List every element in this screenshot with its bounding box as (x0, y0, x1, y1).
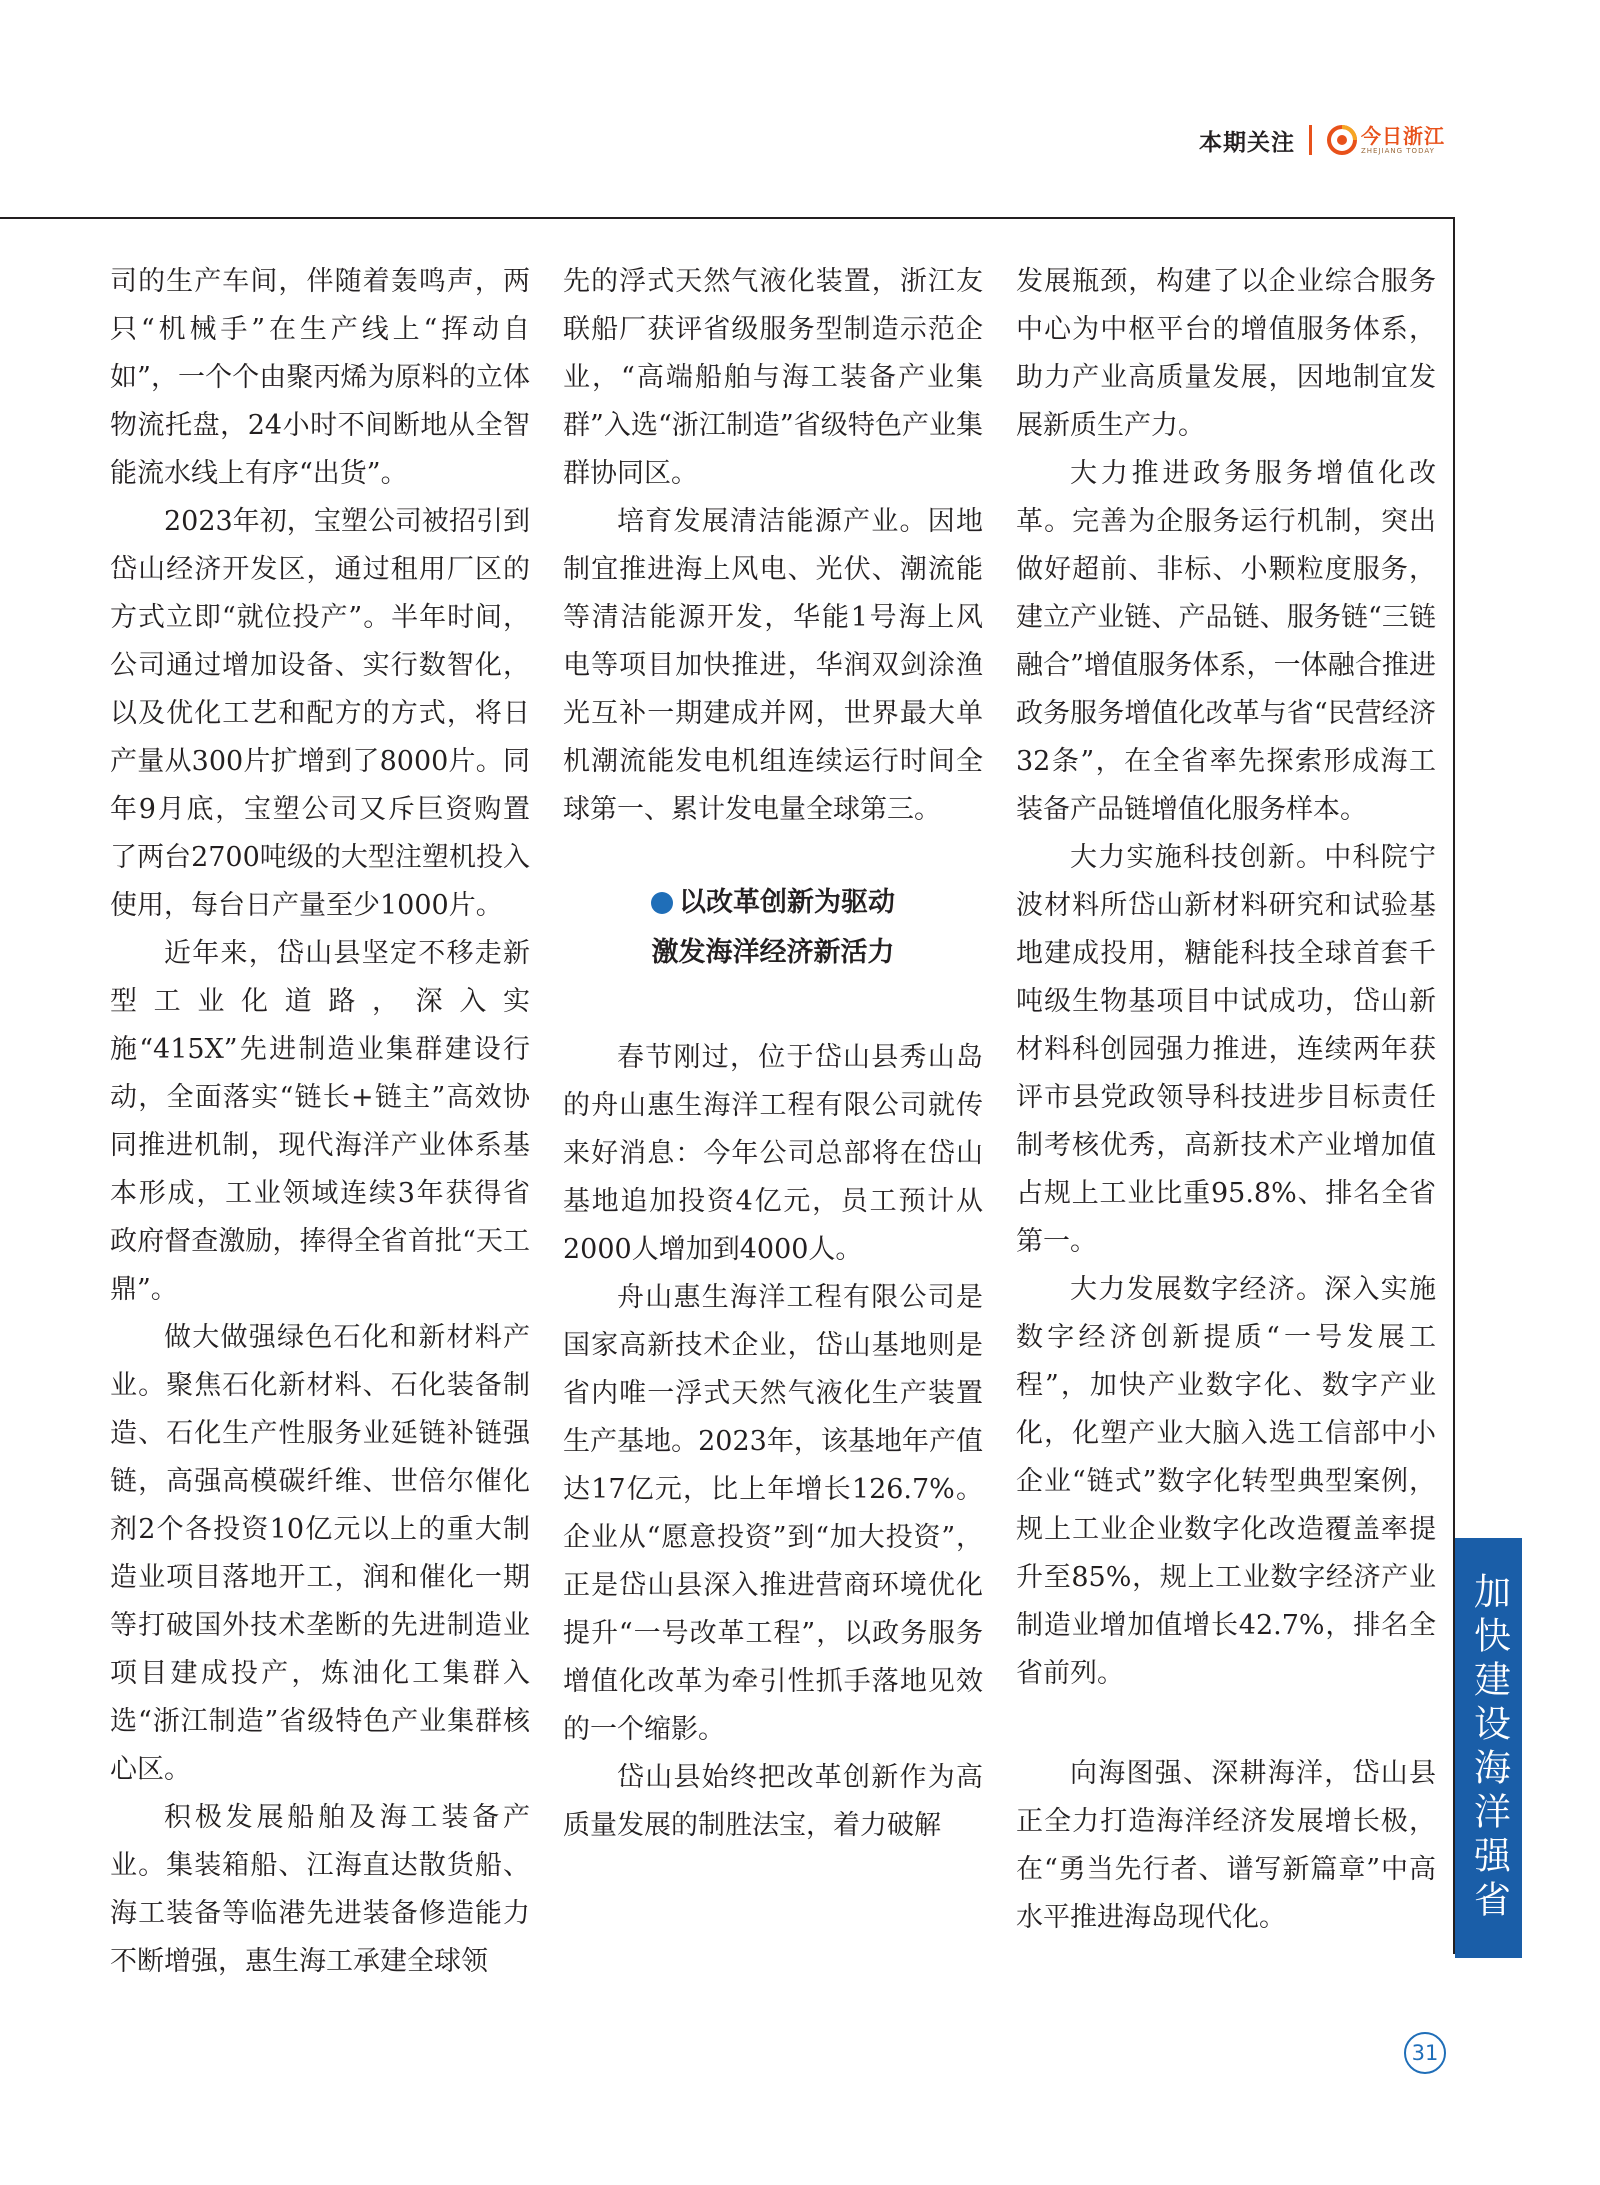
paragraph: 积极发展船舶及海工装备产业。集装箱船、江海直达散货船、海工装备等临港先进装备修造能力不断增强，惠生海工承建全球领 (110, 1802, 530, 1977)
paragraph: 舟山惠生海洋工程有限公司是国家高新技术企业，岱山基地则是省内唯一浮式天然气液化生产装置生产基地。2023年，该基地年产值达17亿元，比上年增长126.7%。企业从“愿意投资”到“加大投资”，正是岱山县深入推进营商环境优化提升“一号改革工程”，以政务服务增值化改革为牵引性抓手落地见效的一个缩影。 (563, 1282, 983, 1745)
logo-swirl-icon (1326, 124, 1358, 156)
paragraph: 春节刚过，位于岱山县秀山岛的舟山惠生海洋工程有限公司就传来好消息：今年公司总部将在岱山基地追加投资4亿元，员工预计从2000人增加到4000人。 (563, 1042, 983, 1265)
paragraph: 先的浮式天然气液化装置，浙江友联船厂获评省级服务型制造示范企业，“高端船舶与海工装备产业集群”入选“浙江制造”省级特色产业集群协同区。 (563, 266, 983, 489)
logo-english-text: ZHEJIANG TODAY (1361, 146, 1435, 155)
paragraph: 培育发展清洁能源产业。因地制宜推进海上风电、光伏、潮流能等清洁能源开发，华能1号海上风电等项目加快推进，华润双剑涂渔光互补一期建成并网，世界最大单机潮流能发电机组连续运行时间全球第一、累计发电量全球第三。 (563, 506, 983, 825)
paragraph: 岱山县始终把改革创新作为高质量发展的制胜法宝，着力破解 (563, 1762, 983, 1841)
section-heading-line-1: 以改革创新为驱动 (679, 887, 895, 918)
paragraph: 近年来，岱山县坚定不移走新型工业化道路，深入实施“415X”先进制造业集群建设行动，全面落实“链长+链主”高效协同推进机制，现代海洋产业体系基本形成，工业领域连续3年获得省政府督查激励，捧得全省首批“天工鼎”。 (110, 938, 530, 1305)
page-number: 31 (1404, 2032, 1446, 2074)
paragraph: 做大做强绿色石化和新材料产业。聚焦石化新材料、石化装备制造、石化生产性服务业延链补链强链，高强高模碳纤维、世倍尔催化剂2个各投资10亿元以上的重大制造业项目落地开工，润和催化一期等打破国外技术垄断的先进制造业项目建成投产，炼油化工集群入选“浙江制造”省级特色产业集群核心区。 (110, 1322, 530, 1785)
column-2 (563, 258, 983, 1850)
bullet-dot-icon (651, 892, 673, 914)
paragraph: 大力推进政务服务增值化改革。完善为企服务运行机制，突出做好超前、非标、小颗粒度服务，建立产业链、产品链、服务链“三链融合”增值服务体系，一体融合推进政务服务增值化改革与省“民营经济32条”，在全省率先探索形成海工装备产品链增值化服务样本。 (1016, 458, 1436, 825)
paragraph-spacer (1016, 1698, 1436, 1750)
side-tab-title: 加快建设海洋强省 (1467, 1572, 1511, 1924)
section-label: 本期关注 (1199, 129, 1295, 156)
paragraph: 发展瓶颈，构建了以企业综合服务中心为中枢平台的增值服务体系，助力产业高质量发展，因地制宜发展新质生产力。 (1016, 266, 1436, 441)
section-heading-line-2: 激发海洋经济新活力 (651, 937, 895, 968)
logo-chinese-text: 今日浙江 (1361, 123, 1445, 148)
paragraph: 大力发展数字经济。深入实施数字经济创新提质“一号发展工程”，加快产业数字化、数字产业化，化塑产业大脑入选工信部中小企业“链式”数字化转型典型案例，规上工业企业数字化改造覆盖率提升至85%，规上工业数字经济产业制造业增加值增长42.7%，排名全省前列。 (1016, 1274, 1436, 1689)
top-rule (0, 217, 1455, 219)
header-divider (1309, 125, 1312, 155)
column-1 (110, 258, 530, 1986)
column-3 (1016, 258, 1436, 1942)
page-header (1199, 120, 1445, 160)
section-side-tab (1455, 1538, 1522, 1958)
section-heading (563, 878, 983, 978)
paragraph: 大力实施科技创新。中科院宁波材料所岱山新材料研究和试验基地建成投用，糖能科技全球首套千吨级生物基项目中试成功，岱山新材料科创园强力推进，连续两年获评市县党政领导科技进步目标责任制考核优秀，高新技术产业增加值占规上工业比重95.8%、排名全省第一。 (1016, 842, 1436, 1257)
paragraph: 2023年初，宝塑公司被招引到岱山经济开发区，通过租用厂区的方式立即“就位投产”。半年时间，公司通过增加设备、实行数智化，以及优化工艺和配方的方式，将日产量从300片扩增到了8000片。同年9月底，宝塑公司又斥巨资购置了两台2700吨级的大型注塑机投入使用，每台日产量至少1000片。 (110, 506, 530, 921)
paragraph: 司的生产车间，伴随着轰鸣声，两只“机械手”在生产线上“挥动自如”，一个个由聚丙烯为原料的立体物流托盘，24小时不间断地从全智能流水线上有序“出货”。 (110, 266, 530, 489)
paragraph: 向海图强、深耕海洋，岱山县正全力打造海洋经济发展增长极，在“勇当先行者、谱写新篇章”中高水平推进海岛现代化。 (1016, 1758, 1436, 1933)
zhejiang-today-logo (1326, 124, 1445, 156)
